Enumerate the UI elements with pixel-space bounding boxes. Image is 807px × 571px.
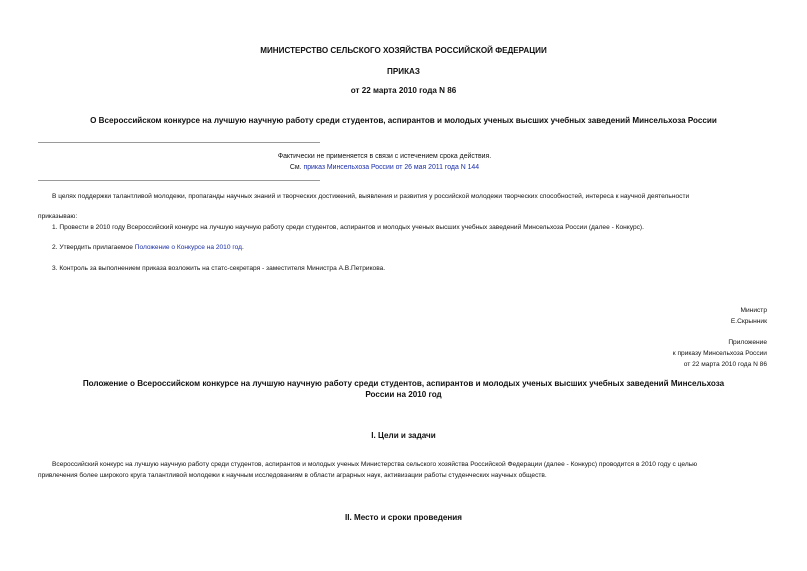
document-type: ПРИКАЗ: [387, 67, 420, 76]
appendix-date: от 22 марта 2010 года N 86: [683, 361, 767, 368]
appendix-label: Приложение: [728, 339, 767, 346]
signature-position: Министр: [740, 307, 767, 314]
signature-name: Е.Скрынник: [730, 318, 767, 325]
order-item-1: 1. Провести в 2010 году Всероссийский конкурс на лучшую научную работу среди студентов, аспирантов и молодых ученых высших учебных заведений Минсельхоза России (далее - Конкурс).: [52, 224, 644, 231]
section-1-text-line-1: Всероссийский конкурс на лучшую научную работу среди студентов, аспирантов и молодых ученых Министерства сельского хозяйства Российской Федерации (далее - Конкурс) проводится в 2010 году с целью: [52, 461, 698, 468]
top-divider: [38, 142, 320, 143]
regulation-title-line-2: России на 2010 год: [365, 390, 442, 399]
regulation-link[interactable]: Положение о Конкурсе на 2010 год: [134, 244, 242, 251]
order-item-3: 3. Контроль за выполнением приказа возложить на статс-секретаря - заместителя Министра А.В.Петрикова.: [52, 265, 386, 272]
document-subject: О Всероссийском конкурсе на лучшую научную работу среди студентов, аспирантов и молодых ученых высших учебных заведений Минсельхоза России: [90, 116, 717, 125]
bottom-divider: [38, 180, 320, 181]
ministry-heading: МИНИСТЕРСТВО СЕЛЬСКОГО ХОЗЯЙСТВА РОССИЙСКОЙ ФЕДЕРАЦИИ: [260, 46, 547, 55]
order-item-2-suffix: .: [241, 244, 244, 251]
status-note-link[interactable]: приказ Минсельхоза России от 26 мая 2011 года N 144: [303, 164, 480, 171]
document-date-number: от 22 марта 2010 года N 86: [350, 86, 457, 95]
section-1-text-line-2: привлечения более широкого круга талантливой молодежи к научным исследованиям в области аграрных наук, активизации работы студенческих научных обществ.: [38, 472, 547, 479]
order-item-2: [52, 244, 244, 251]
preamble-text: В целях поддержки талантливой молодежи, пропаганды научных знаний и творческих достижений, выявления и развития у российской молодежи творческих способностей, интереса к научной деятельности: [52, 193, 690, 200]
regulation-title-line-1: Положение о Всероссийском конкурсе на лучшую научную работу среди студентов, аспирантов и молодых ученых высших учебных заведений Минсельхоза: [82, 379, 725, 388]
appendix-order: к приказу Минсельхоза России: [672, 350, 767, 357]
order-word: приказываю:: [38, 213, 78, 220]
section-2-title: II. Место и сроки проведения: [345, 513, 462, 522]
status-note-text: Фактически не применяется в связи с истечением срока действия.: [277, 153, 492, 160]
section-1-title: I. Цели и задачи: [371, 431, 436, 440]
status-note-reference: [38, 164, 731, 171]
status-note-prefix: См.: [289, 164, 302, 171]
order-item-2-prefix: 2. Утвердить прилагаемое: [52, 244, 133, 251]
